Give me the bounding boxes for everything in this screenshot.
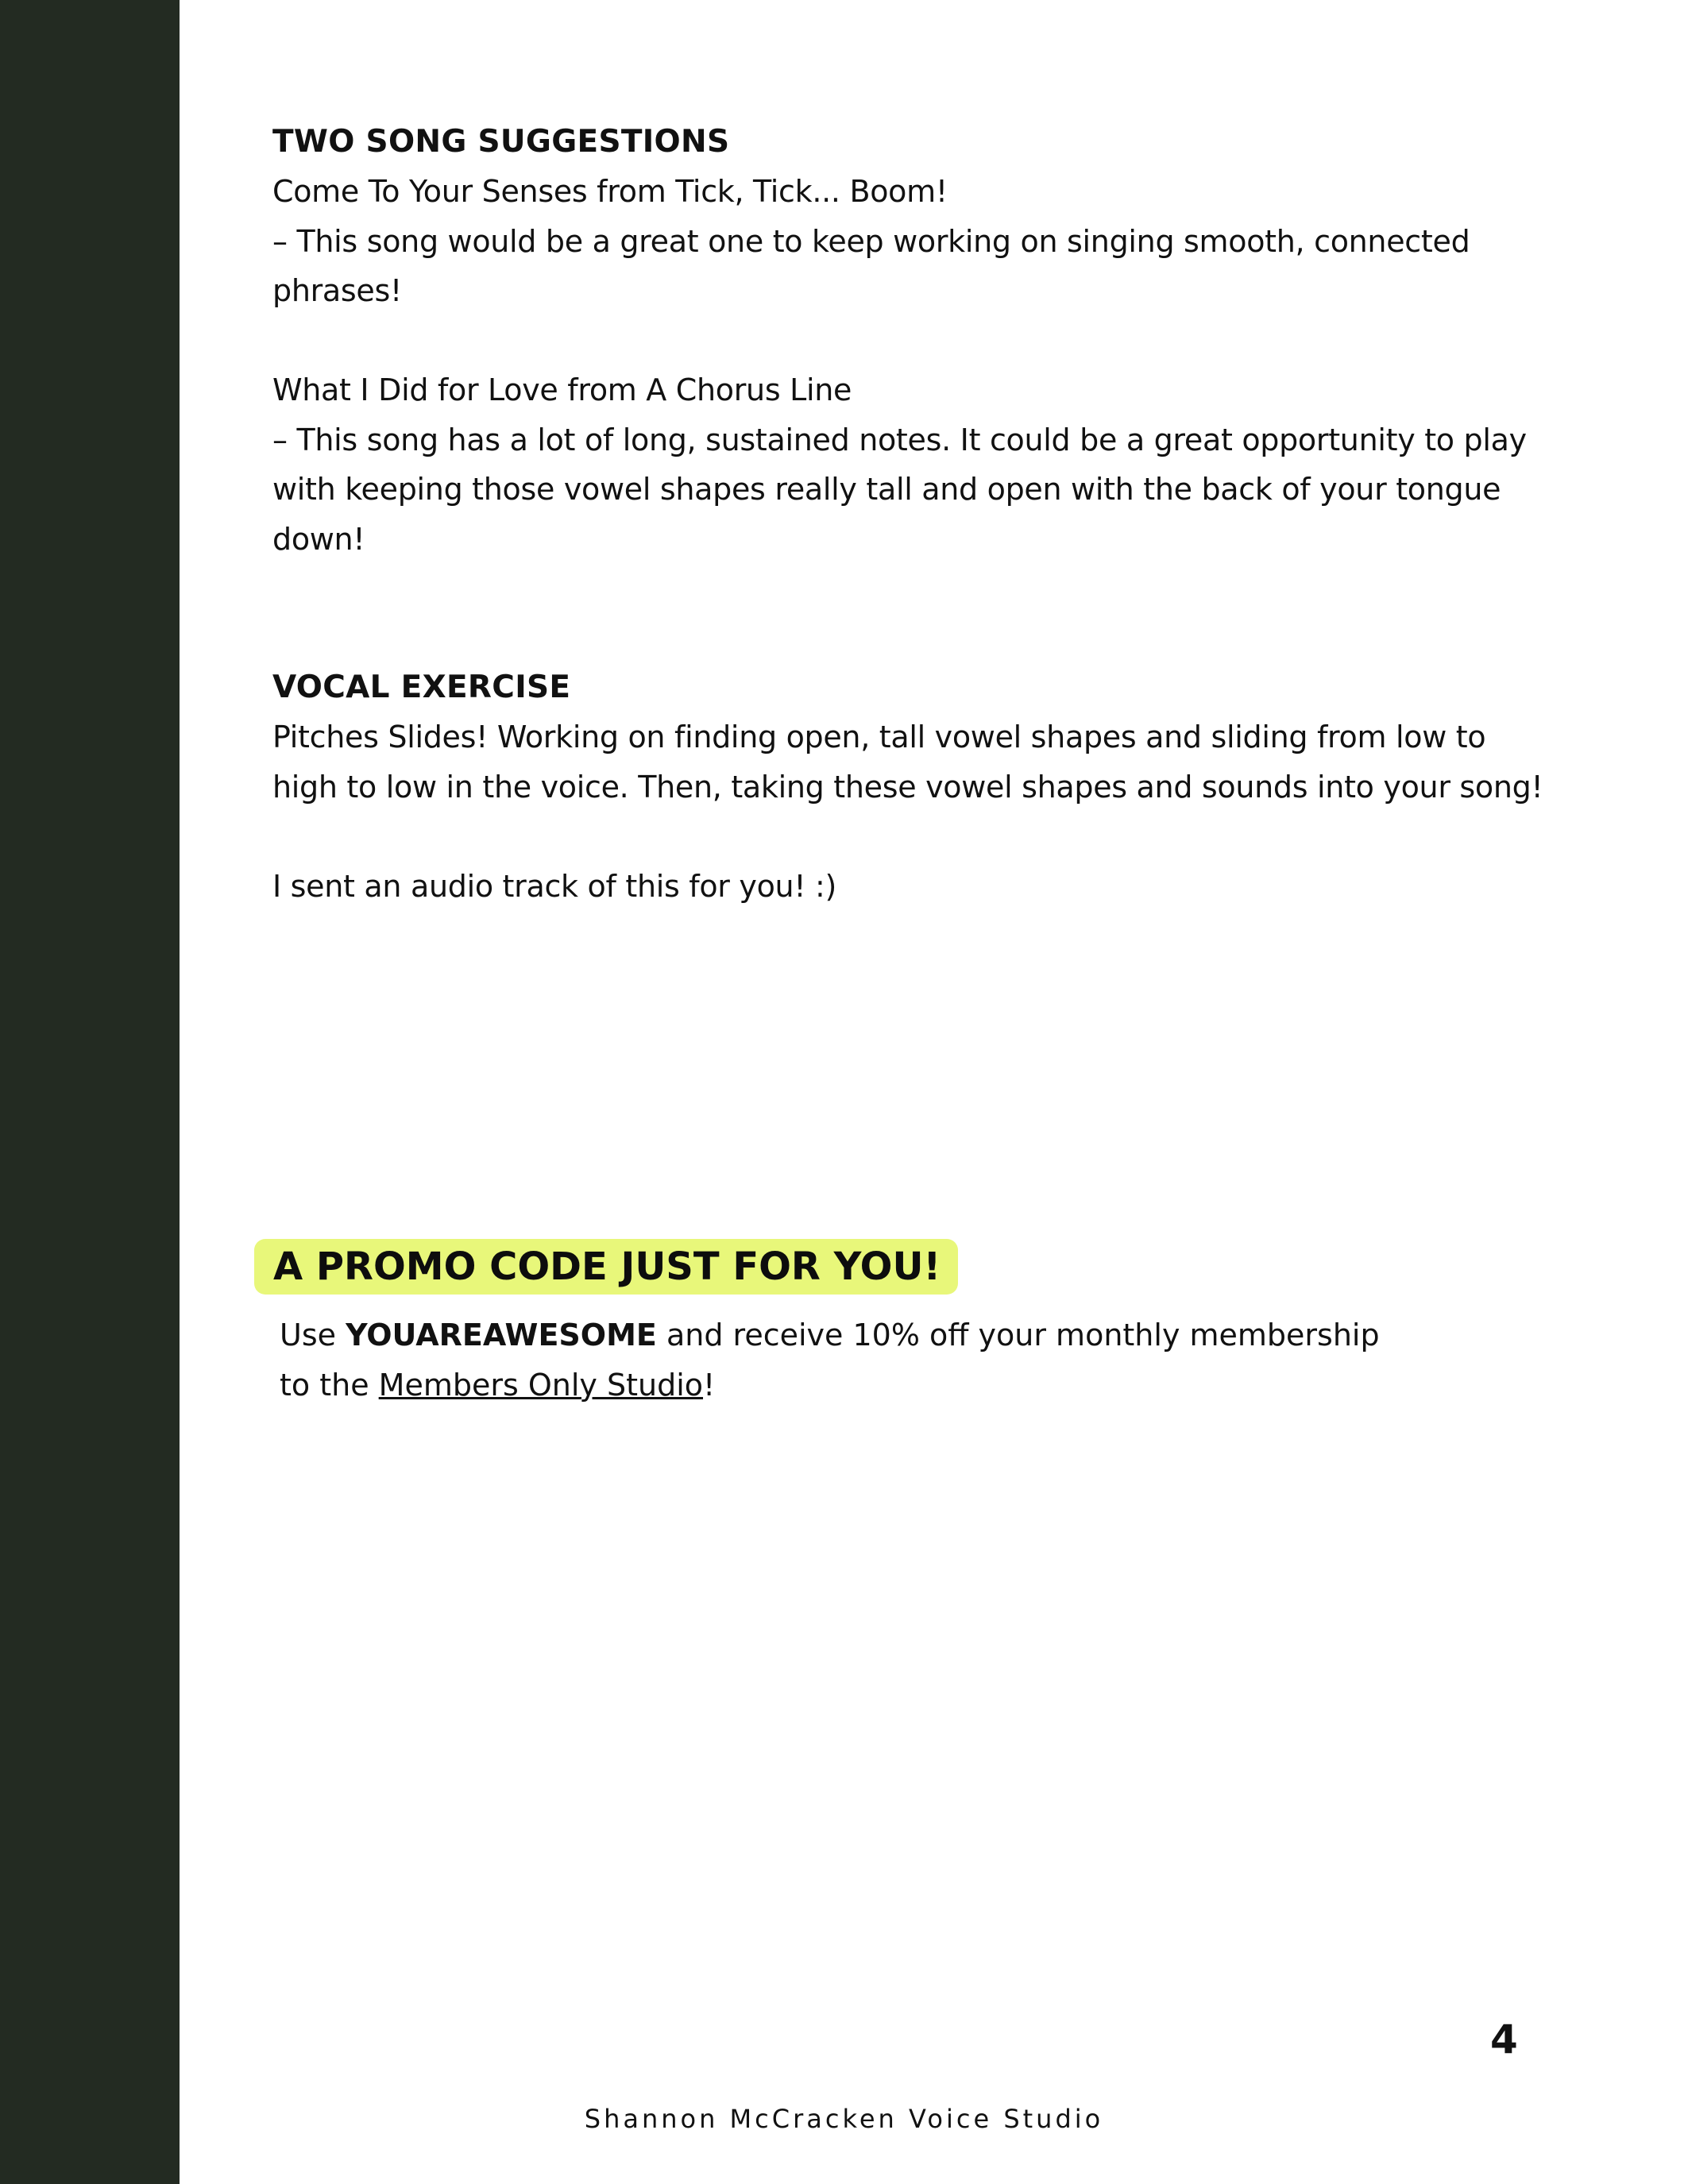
promo-line1 <box>280 1310 1551 1360</box>
promo-line2-prefix: to the <box>280 1367 379 1403</box>
promo-section <box>254 1239 958 1295</box>
song2-note-line1: – This song has a lot of long, sustained notes. It could be a great opportunity to play <box>272 422 1527 457</box>
song2-note-line3: down! <box>272 521 365 557</box>
sidebar-bar <box>0 0 180 2184</box>
main-content <box>272 118 1591 911</box>
song2-note-line2: with keeping those vowel shapes really tall and open with the back of your tongue <box>272 472 1501 507</box>
members-only-studio-link[interactable]: Members Only Studio <box>378 1367 704 1403</box>
page-number: 4 <box>1490 2016 1518 2062</box>
promo-code: YOUAREAWESOME <box>346 1318 657 1352</box>
promo-prefix: Use <box>280 1318 346 1352</box>
promo-text <box>280 1310 1551 1410</box>
vocal-exercise-heading: VOCAL EXERCISE <box>272 669 571 705</box>
song1-note-line2: phrases! <box>272 273 402 308</box>
audio-note: I sent an audio track of this for you! :) <box>272 868 837 904</box>
song2-title: What I Did for Love from A Chorus Line <box>272 372 852 407</box>
song-suggestions-heading: TWO SONG SUGGESTIONS <box>272 124 730 160</box>
song1-note-line1: – This song would be a great one to keep working on singing smooth, connected <box>272 223 1470 259</box>
promo-line2-suffix: ! <box>703 1367 716 1403</box>
promo-suffix: and receive 10% off your monthly membership <box>656 1318 1380 1352</box>
promo-heading: A PROMO CODE JUST FOR YOU! <box>254 1239 958 1295</box>
footer <box>0 2103 1688 2135</box>
footer-studio-name: Shannon McCracken Voice Studio <box>584 2104 1104 2134</box>
exercise-line2: high to low in the voice. Then, taking these vowel shapes and sounds into your song! <box>272 769 1543 805</box>
exercise-line1: Pitches Slides! Working on finding open, tall vowel shapes and sliding from low to <box>272 720 1486 754</box>
promo-line2 <box>280 1360 1551 1410</box>
song1-title: Come To Your Senses from Tick, Tick... Boom! <box>272 174 948 209</box>
